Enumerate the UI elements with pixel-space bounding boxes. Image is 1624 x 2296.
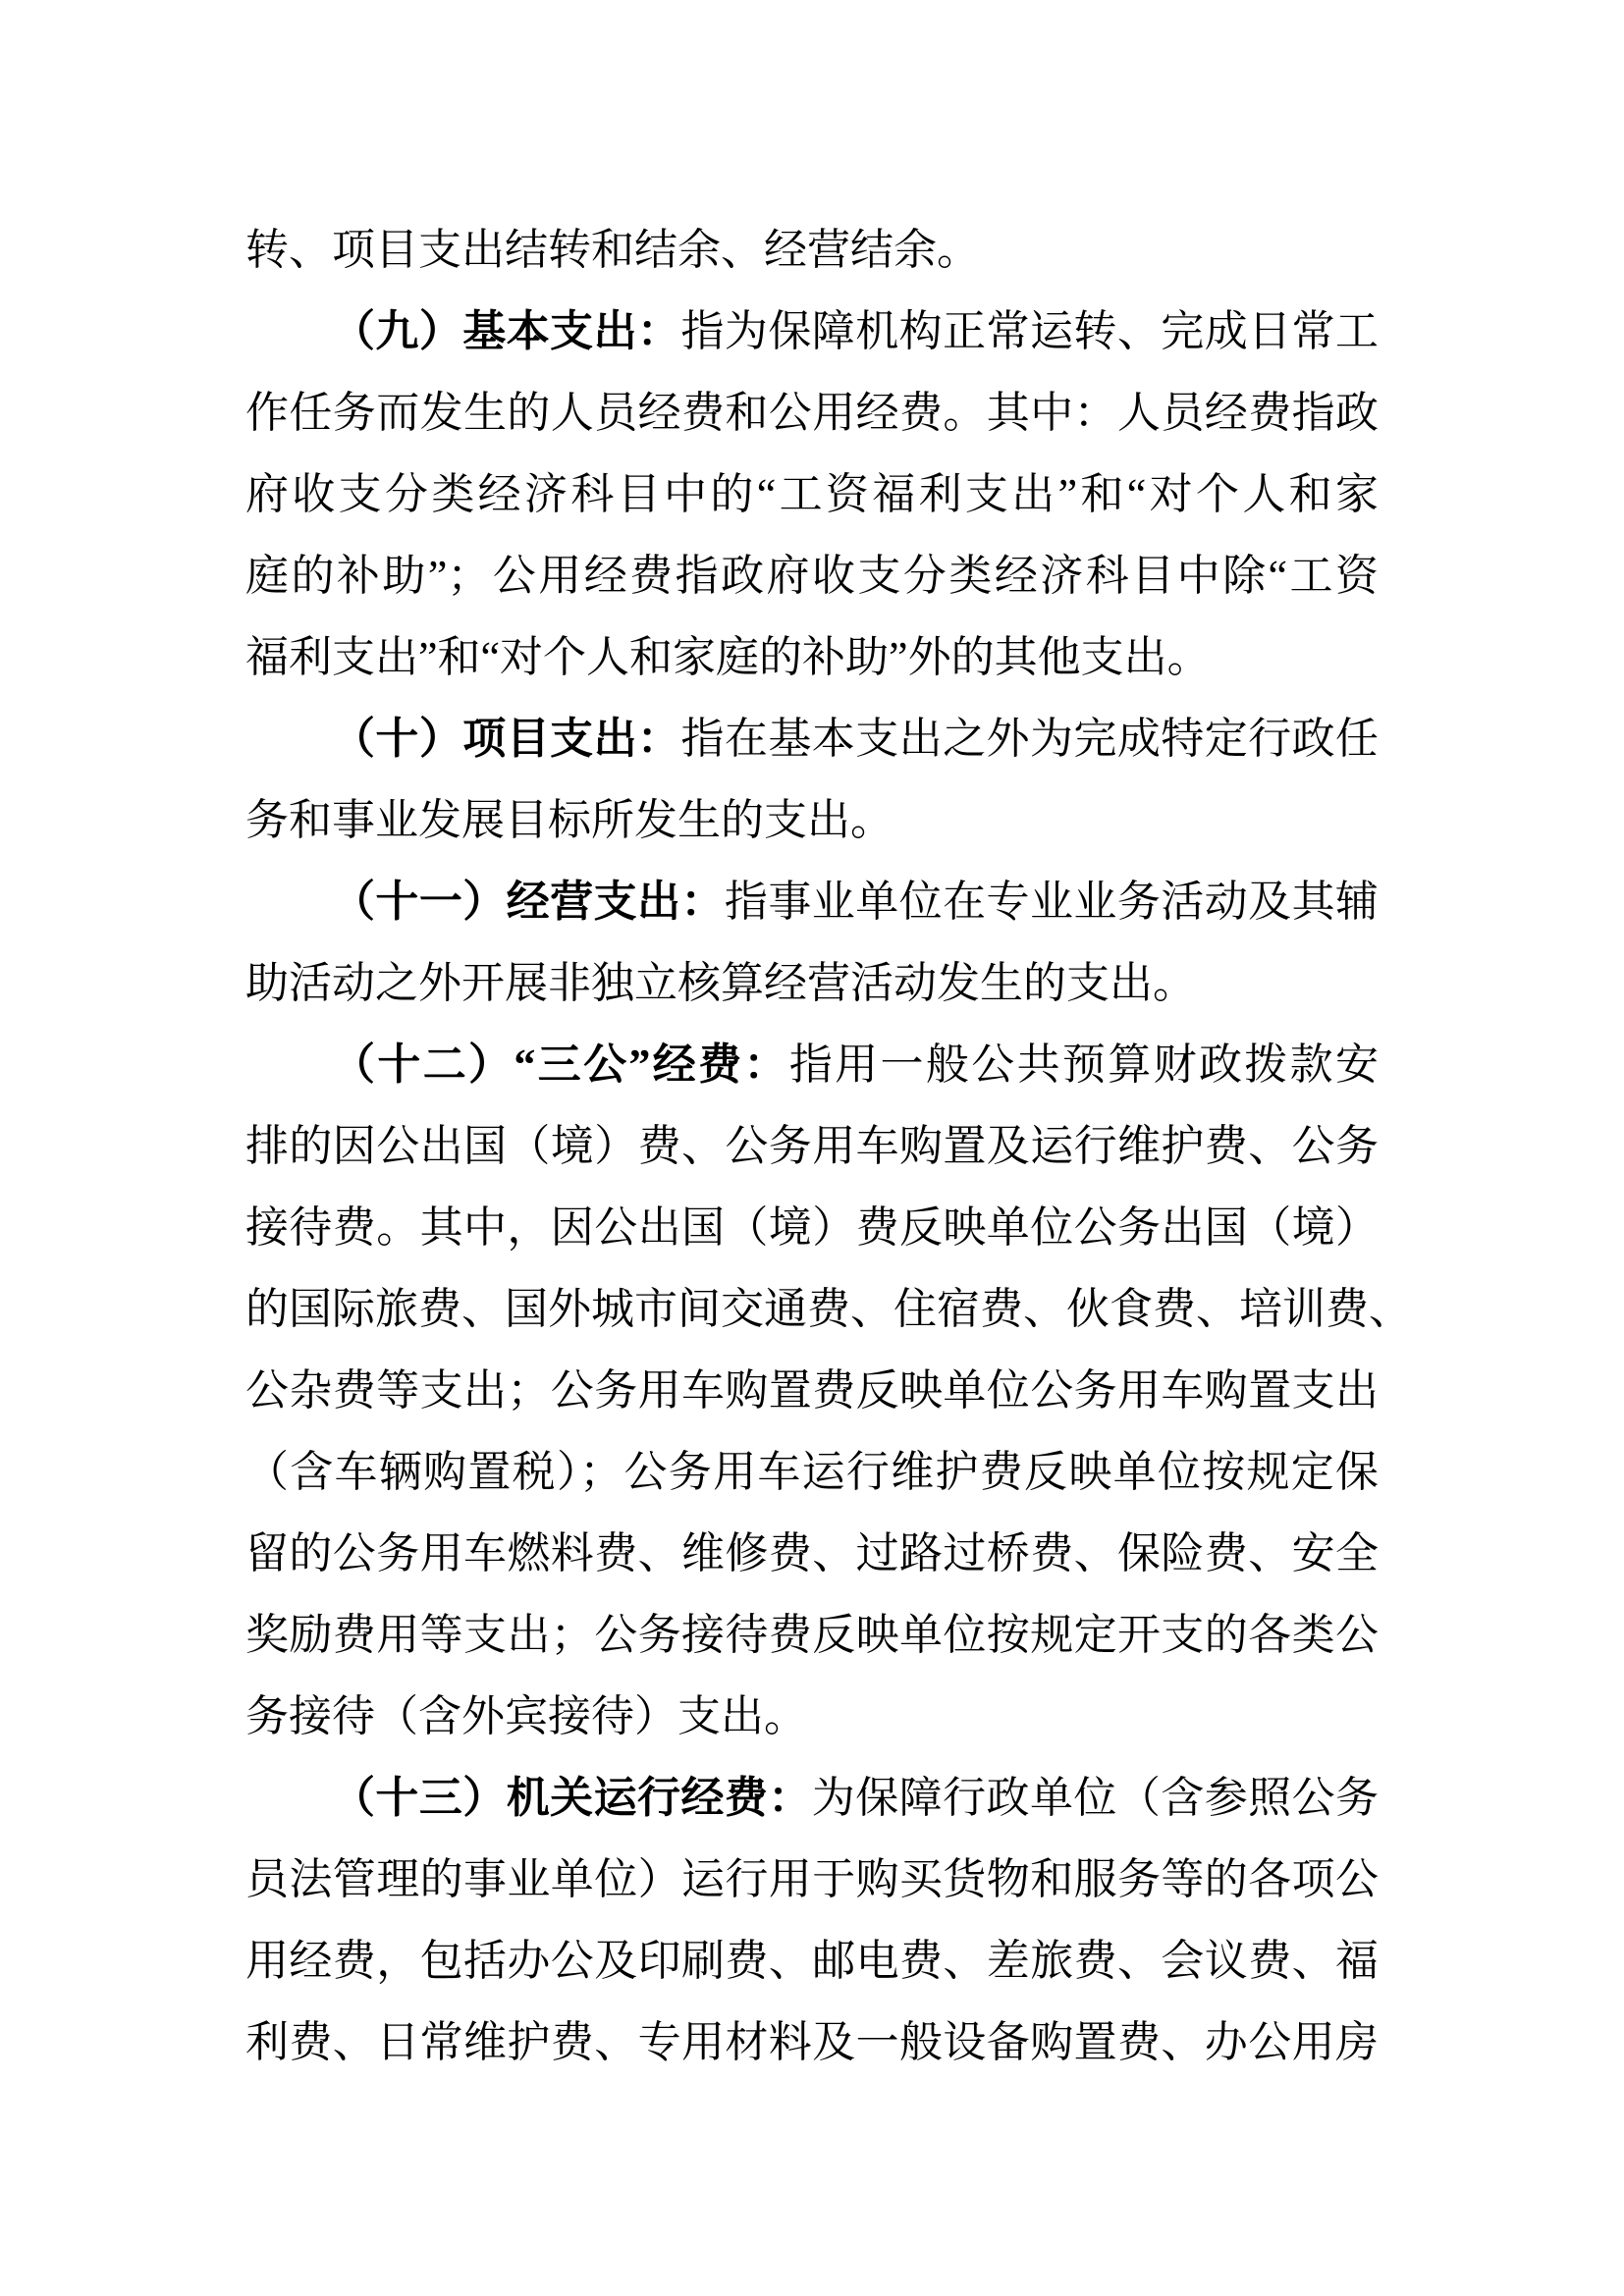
text-line: 作任务而发生的人员经费和公用经费。其中：人员经费指政 <box>245 389 1379 437</box>
text-line: 用经费，包括办公及印刷费、邮电费、差旅费、会议费、福 <box>245 1937 1379 1985</box>
text-line: 府收支分类经济科目中的“工资福利支出”和“对个人和家 <box>245 470 1379 518</box>
text-line: （十三）机关运行经费：为保障行政单位（含参照公务 <box>332 1774 1380 1822</box>
text-line: （十一）经营支出：指事业单位在专业业务活动及其辅 <box>332 878 1380 926</box>
text-line: （十二）“三公”经费：指用一般公共预算财政拨款安 <box>332 1041 1380 1089</box>
text-line: （十）项目支出：指在基本支出之外为完成特定行政任 <box>332 715 1380 763</box>
term-label: （十）项目支出： <box>332 715 681 763</box>
text-line: 排的因公出国（境）费、公务用车购置及运行维护费、公务 <box>245 1122 1379 1170</box>
term-label: （十三）机关运行经费： <box>332 1774 812 1822</box>
term-label: （十二）“三公”经费： <box>332 1041 789 1089</box>
text-line: 务接待（含外宾接待）支出。 <box>245 1692 807 1740</box>
text-line: 利费、日常维护费、专用材料及一般设备购置费、办公用房 <box>245 2018 1379 2066</box>
text-line: 接待费。其中，因公出国（境）费反映单位公务出国（境） <box>245 1203 1379 1252</box>
text-line: 转、项目支出结转和结余、经营结余。 <box>245 226 980 274</box>
text-line: 务和事业发展目标所发生的支出。 <box>245 796 893 844</box>
text-line: 奖励费用等支出；公务接待费反映单位按规定开支的各类公 <box>245 1611 1379 1659</box>
text-line: （九）基本支出：指为保障机构正常运转、完成日常工 <box>332 307 1380 355</box>
text-line: 员法管理的事业单位）运行用于购买货物和服务等的各项公 <box>245 1855 1379 1903</box>
text-line: 庭的补助”；公用经费指政府收支分类经济科目中除“工资 <box>245 552 1379 600</box>
term-label: （十一）经营支出： <box>332 878 725 926</box>
text-line: （含车辆购置税）；公务用车运行维护费反映单位按规定保 <box>245 1448 1379 1496</box>
text-block <box>245 209 1412 2083</box>
text-line: 公杂费等支出；公务用车购置费反映单位公务用车购置支出 <box>245 1366 1379 1415</box>
term-label: （九）基本支出： <box>332 307 681 355</box>
text-line: 留的公务用车燃料费、维修费、过路过桥费、保险费、安全 <box>245 1529 1379 1577</box>
text-line: 的国际旅费、国外城市间交通费、住宿费、伙食费、培训费、 <box>245 1285 1412 1333</box>
text-line: 福利支出”和“对个人和家庭的补助”外的其他支出。 <box>245 633 1211 681</box>
text-line: 助活动之外开展非独立核算经营活动发生的支出。 <box>245 959 1196 1007</box>
